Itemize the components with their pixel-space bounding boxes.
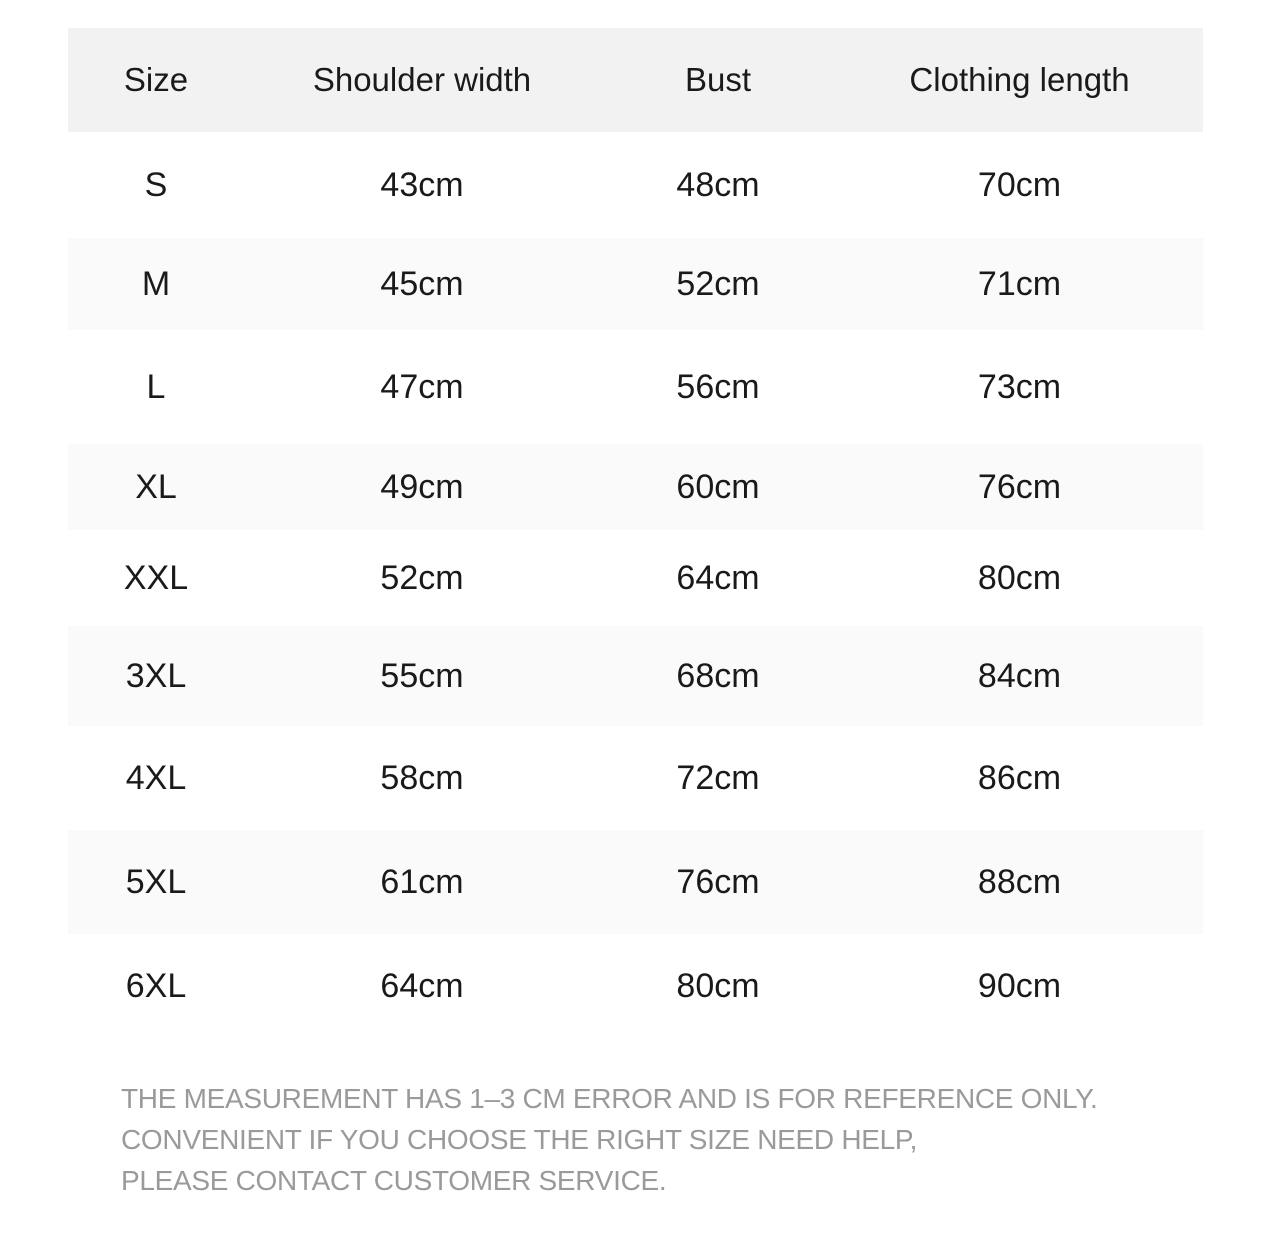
bust-cell: 76cm (676, 862, 760, 901)
length-cell: 73cm (977, 367, 1062, 406)
size-cell: XL (135, 467, 177, 506)
shoulder-cell: 58cm (380, 758, 464, 797)
bust-cell: 48cm (676, 165, 760, 204)
bust-cell: 56cm (676, 367, 760, 406)
shoulder-cell: 61cm (380, 862, 464, 901)
shoulder-cell: 49cm (380, 467, 464, 506)
bust-cell: 72cm (676, 758, 760, 797)
header-shoulder-width: Shoulder width (312, 61, 532, 98)
size-cell: 3XL (125, 656, 187, 695)
size-cell: XXL (123, 558, 189, 597)
size-cell: 4XL (125, 758, 187, 797)
size-cell: L (146, 367, 166, 406)
note-line: PLEASE CONTACT CUSTOMER SERVICE. (121, 1165, 667, 1196)
shoulder-cell: 52cm (380, 558, 464, 597)
table-row (68, 626, 1203, 726)
shoulder-cell: 47cm (380, 367, 464, 406)
shoulder-cell: 64cm (380, 966, 464, 1005)
length-cell: 88cm (977, 862, 1062, 901)
bust-cell: 80cm (676, 966, 760, 1005)
table-row (68, 726, 1203, 830)
bust-cell: 68cm (676, 656, 760, 695)
table-row (68, 934, 1203, 1038)
note-line: CONVENIENT IF YOU CHOOSE THE RIGHT SIZE NEED HELP, (121, 1124, 918, 1155)
bust-cell: 64cm (676, 558, 760, 597)
table-row (68, 444, 1203, 530)
shoulder-cell: 55cm (380, 656, 464, 695)
shoulder-cell: 45cm (380, 264, 464, 303)
table-row (68, 132, 1203, 238)
header-clothing-length: Clothing length (909, 61, 1130, 98)
header-size: Size (123, 61, 189, 98)
size-cell: 6XL (125, 966, 187, 1005)
size-cell: S (144, 165, 168, 204)
length-cell: 90cm (977, 966, 1062, 1005)
measurement-note (121, 1078, 1221, 1201)
size-cell: M (141, 264, 171, 303)
note-line: THE MEASUREMENT HAS 1–3 CM ERROR AND IS FOR REFERENCE ONLY. (121, 1083, 1098, 1114)
table-header (68, 28, 1203, 132)
length-cell: 80cm (977, 558, 1062, 597)
header-bust: Bust (684, 61, 752, 98)
table-row (68, 330, 1203, 444)
bust-cell: 60cm (676, 467, 760, 506)
table-row (68, 530, 1203, 626)
size-cell: 5XL (125, 862, 187, 901)
table-row (68, 830, 1203, 934)
shoulder-cell: 43cm (380, 165, 464, 204)
length-cell: 76cm (977, 467, 1062, 506)
length-cell: 86cm (977, 758, 1062, 797)
length-cell: 70cm (977, 165, 1062, 204)
length-cell: 84cm (977, 656, 1062, 695)
bust-cell: 52cm (676, 264, 760, 303)
length-cell: 71cm (977, 264, 1062, 303)
size-chart-table (68, 28, 1203, 1038)
table-row (68, 238, 1203, 330)
